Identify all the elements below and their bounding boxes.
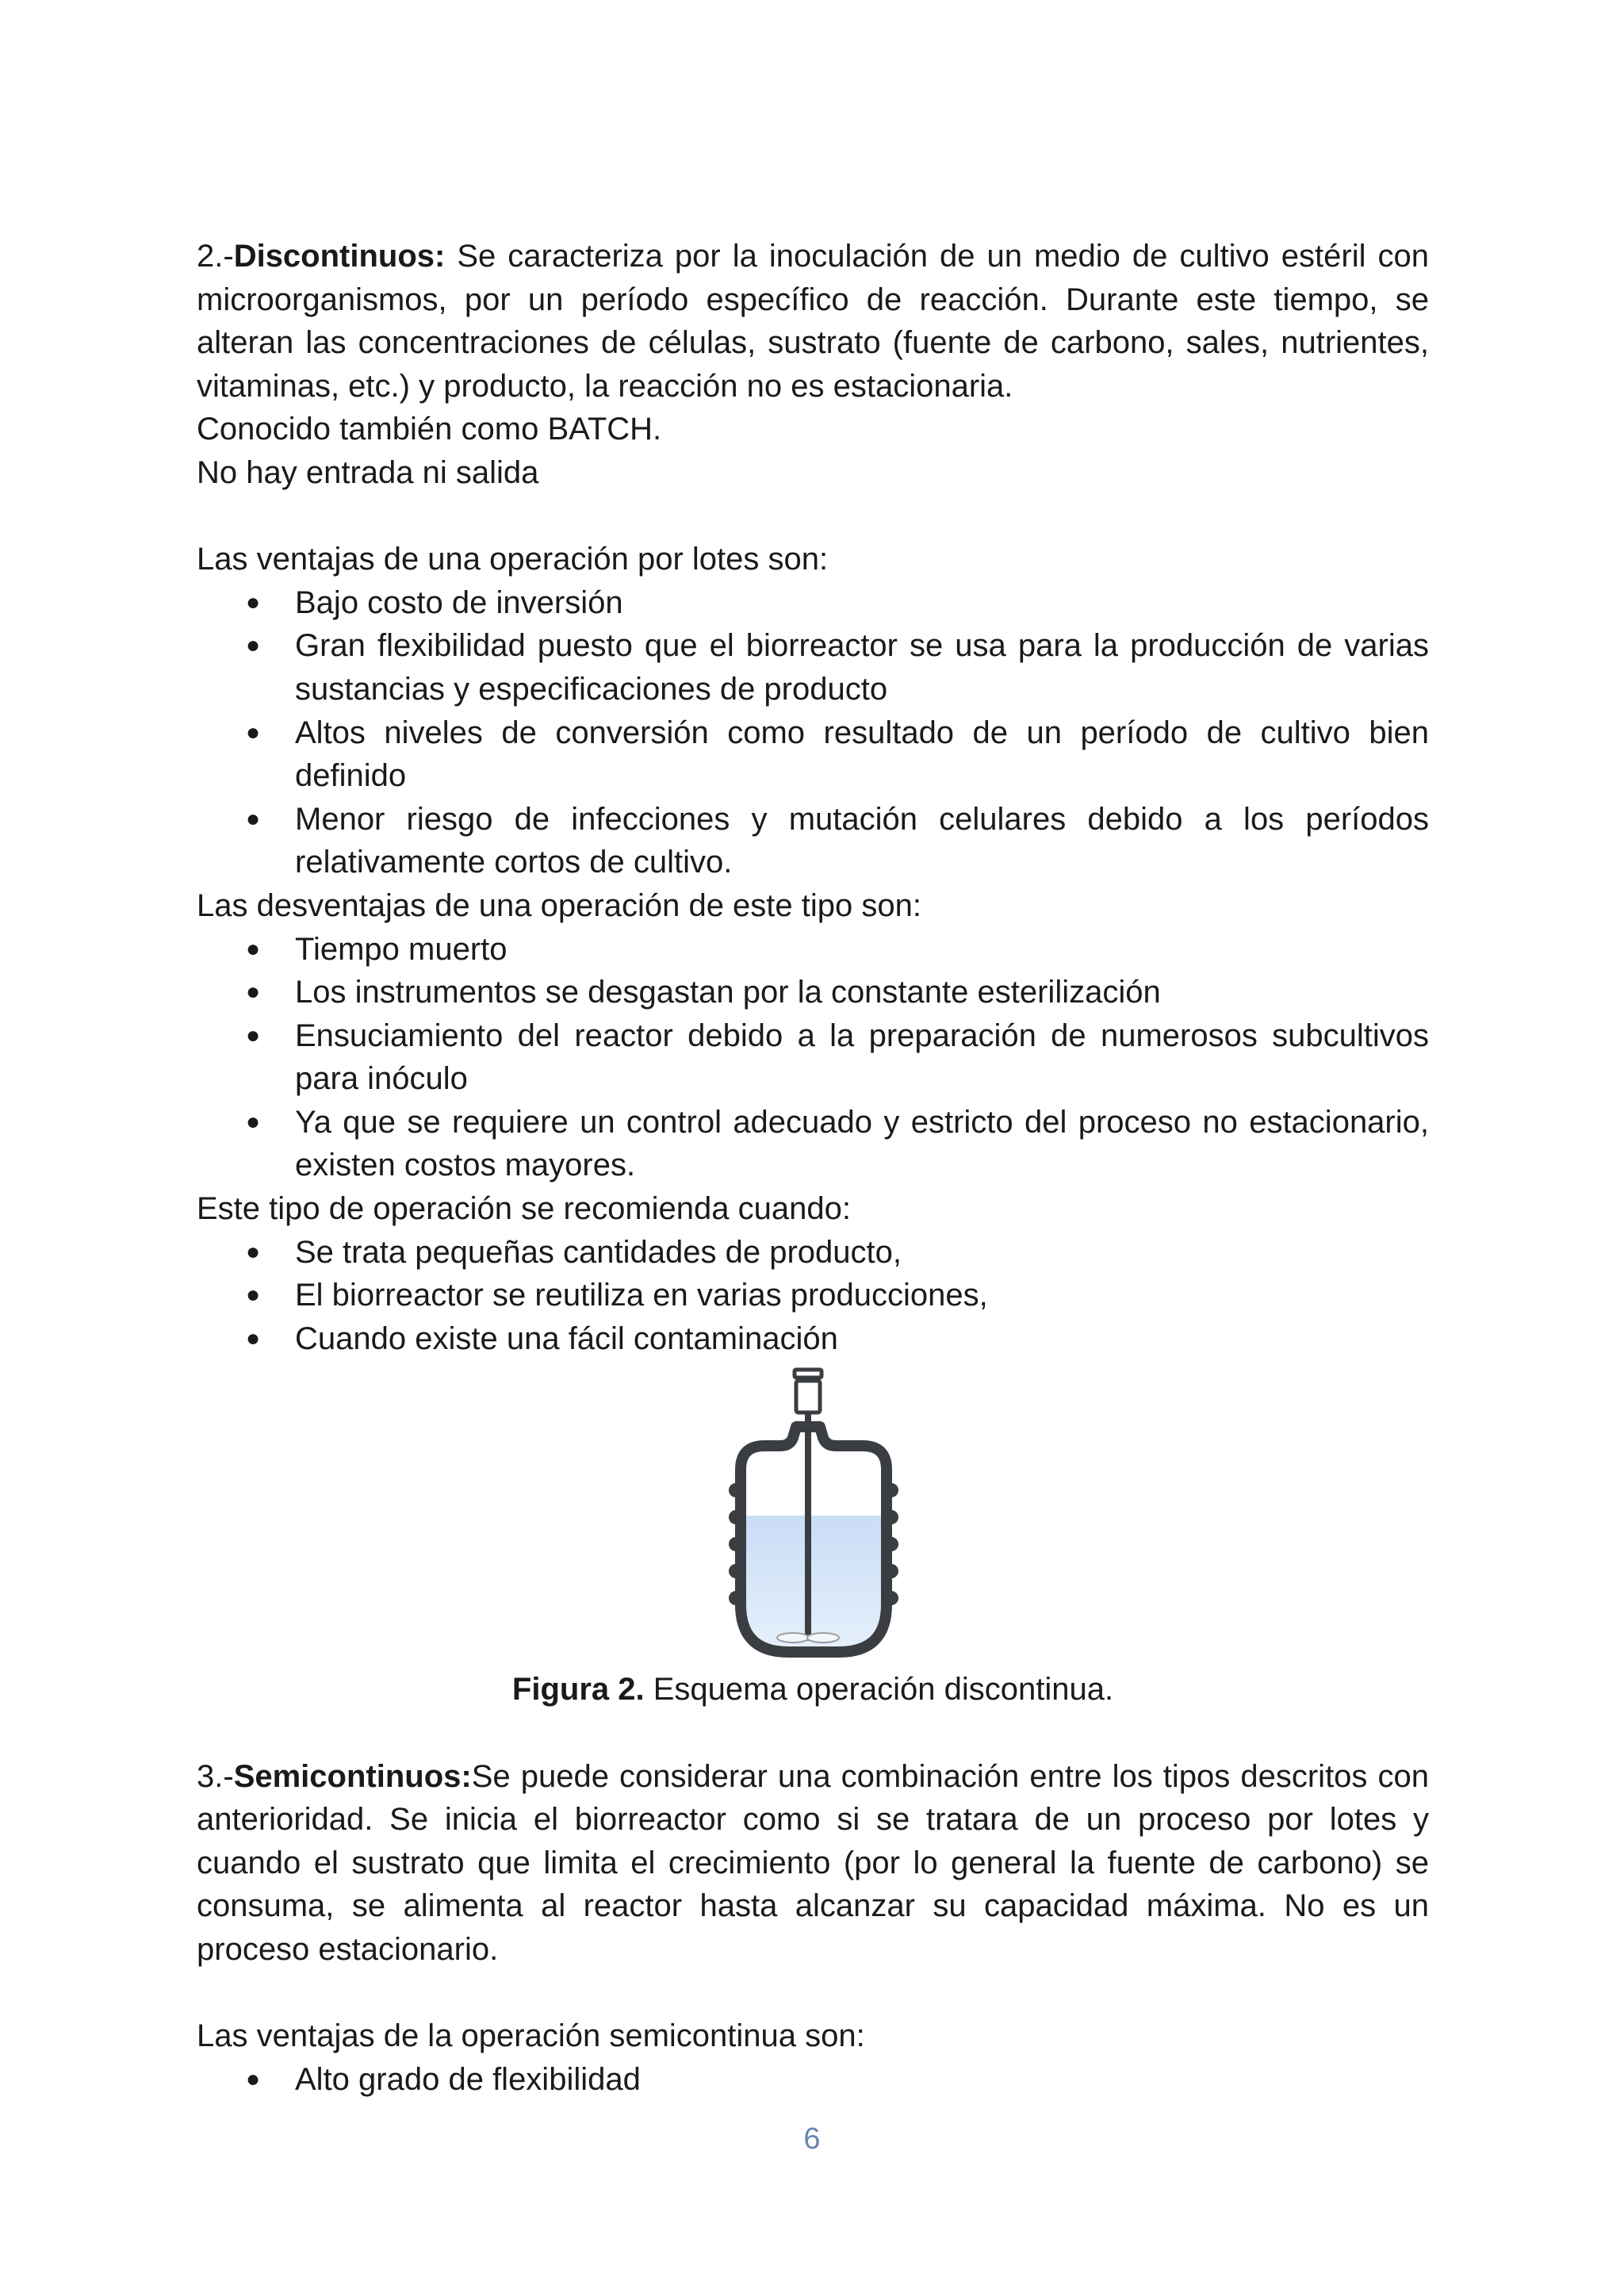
list-item: ● Se trata pequeñas cantidades de producto, xyxy=(197,1231,1429,1274)
list-item: ● Menor riesgo de infecciones y mutación celulares debido a los períodos relativamente cortos de cultivo. xyxy=(197,798,1429,884)
batch-reactor-diagram xyxy=(710,1366,920,1662)
section3-paragraph xyxy=(197,1755,1429,1972)
spacer xyxy=(197,1972,1429,2015)
section3-body: Se puede considerar una combinación entre los tipos descritos con anterioridad. Se inicia el biorreactor como si se tratara de un proceso por lotes y cuando el sustrato que limita el crecimiento (por lo general la fuente de carbono) se consuma, se alimenta al reactor hasta alcanzar su capacidad máxima. No es un proceso estacionario. xyxy=(197,1758,1429,1967)
section2-number: 2.- xyxy=(197,239,234,274)
figure-caption xyxy=(197,1668,1429,1711)
list-item: ● Cuando existe una fácil contaminación xyxy=(197,1317,1429,1361)
recommend-list xyxy=(197,1231,1429,1361)
figure-caption-text: Esquema operación discontinua. xyxy=(644,1672,1114,1708)
section3-advantages-list xyxy=(197,2058,1429,2102)
list-item: ● Tiempo muerto xyxy=(197,928,1429,972)
spacer xyxy=(197,495,1429,539)
list-item: ● Altos niveles de conversión como resultado de un período de cultivo bien definido xyxy=(197,711,1429,798)
impeller-blade-left xyxy=(777,1633,809,1642)
section2-body: Se caracteriza por la inoculación de un medio de cultivo estéril con microorganismos, por un período específico de reacción. Durante este tiempo, se alteran las concentraciones de células, sustrato (fuente de carbono, sales, nutrientes, vitaminas, etc.) y producto, la reacción no es estacionaria. xyxy=(197,239,1429,404)
page-number: 6 xyxy=(803,2122,821,2156)
list-item: ● El biorreactor se reutiliza en varias producciones, xyxy=(197,1274,1429,1317)
figure-2 xyxy=(197,1366,1429,1668)
disadvantages-intro: Las desventajas de una operación de este tipo son: xyxy=(197,887,921,923)
motor-icon xyxy=(796,1381,820,1412)
section3-number: 3.- xyxy=(197,1758,234,1794)
recommend-intro: Este tipo de operación se recomienda cuando: xyxy=(197,1191,851,1227)
section2-heading: Discontinuos: xyxy=(233,239,446,274)
list-item: ● Gran flexibilidad puesto que el biorreactor se usa para la producción de varias sustancias y especificaciones de producto xyxy=(197,624,1429,711)
section2-paragraph xyxy=(197,235,1429,408)
advantages-list xyxy=(197,581,1429,884)
section2-line-no-io: No hay entrada ni salida xyxy=(197,454,539,490)
figure-label: Figura 2. xyxy=(511,1672,645,1708)
list-item: ● Ensuciamiento del reactor debido a la preparación de numerosos subcultivos para inóculo xyxy=(197,1014,1429,1101)
agitator-shaft xyxy=(805,1412,811,1641)
motor-cap xyxy=(795,1370,822,1378)
liquid-fill xyxy=(741,1516,887,1652)
list-item: ● Los instrumentos se desgastan por la constante esterilización xyxy=(197,971,1429,1014)
list-item: ● Alto grado de flexibilidad xyxy=(197,2058,1429,2102)
spacer xyxy=(197,1711,1429,1755)
page-content xyxy=(197,235,1429,2101)
impeller-blade-right xyxy=(807,1633,839,1642)
disadvantages-list xyxy=(197,928,1429,1188)
section3-heading: Semicontinuos: xyxy=(233,1758,472,1794)
advantages-intro: Las ventajas de una operación por lotes son: xyxy=(197,542,829,577)
section2-line-batch: Conocido también como BATCH. xyxy=(197,412,662,447)
list-item: ● Ya que se requiere un control adecuado y estricto del proceso no estacionario, existen costos mayores. xyxy=(197,1101,1429,1187)
section3-advantages-intro: Las ventajas de la operación semicontinua son: xyxy=(197,2018,865,2054)
list-item: ● Bajo costo de inversión xyxy=(197,581,1429,625)
